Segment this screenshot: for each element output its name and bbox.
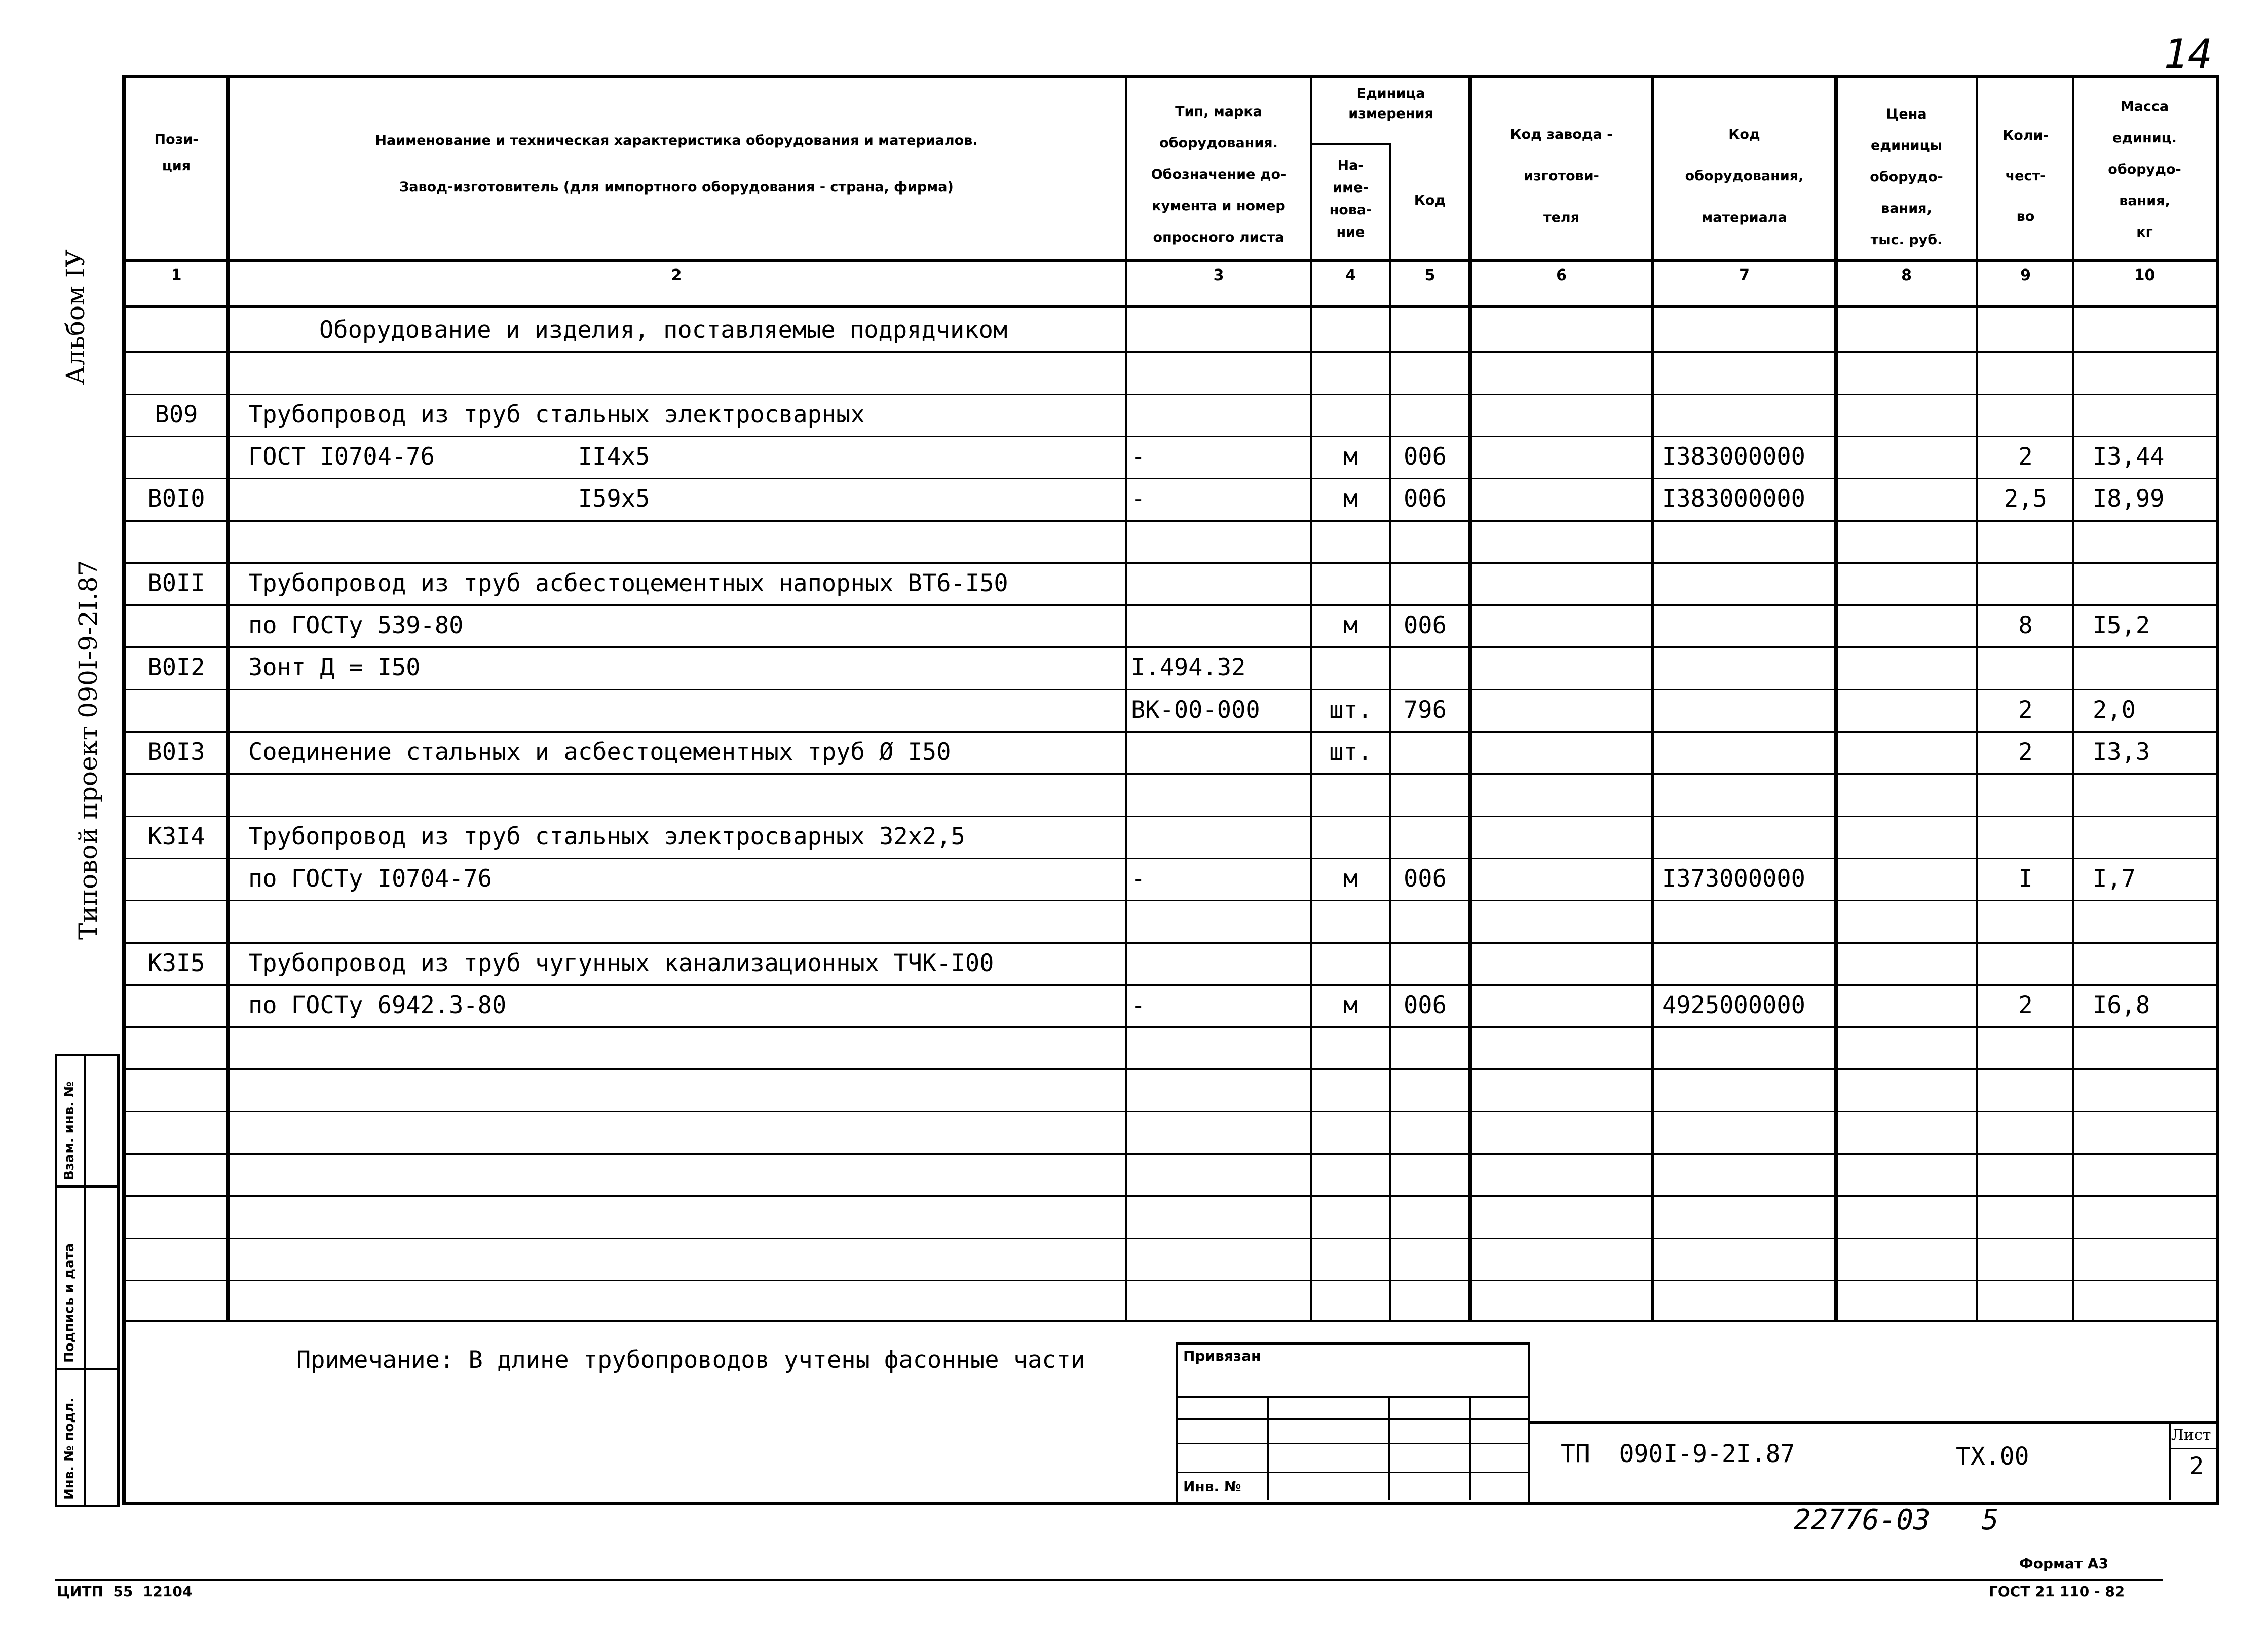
table-frame [122,75,2219,1505]
row-separator [122,1153,2218,1155]
row-separator [122,646,2218,648]
col-number-6: 6 [1556,266,1567,284]
col-header-5: Код [1414,193,1446,208]
row-name: по ГОСТу 6942.3-80 [248,991,507,1019]
row-pos: К3I4 [147,823,205,851]
row-name: Трубопровод из труб чугунных канализационных ТЧК-I00 [248,949,994,977]
unit-group-header: Единица измерения [1348,86,1433,122]
col-number-1: 1 [171,266,182,284]
row-mass: I3,3 [2093,738,2150,766]
row-qty: 2,5 [2004,485,2047,513]
col-number-5: 5 [1424,266,1435,284]
row-separator [122,1280,2218,1281]
row-separator [122,731,2218,733]
row-name: Соединение стальных и асбестоцементных труб Ø I50 [248,738,951,766]
footer-left-code: ЦИТП 55 12104 [57,1583,193,1600]
row-separator [122,900,2218,901]
row-type: - [1131,443,1146,471]
stamp-signature-date: Подпись и дата [62,1243,77,1363]
row-unit: м [1343,611,1358,639]
row-unit: м [1343,485,1358,513]
row-unit: м [1343,865,1358,893]
row-name: Трубопровод из труб стальных электросварных [248,401,865,429]
row-pos: В0I3 [147,738,205,766]
col-header-4: На- име- нова- ние [1329,158,1372,240]
row-qty: 8 [2018,611,2033,639]
row-unit-code: 006 [1404,865,1447,893]
row-qty: 2 [2018,696,2033,724]
row-name: Трубопровод из труб стальных электросварных 32х2,5 [248,823,965,851]
col-header-8: Цена единицы оборудо- вания, тыс. руб. [1870,106,1943,248]
row-pos: В0I0 [147,485,205,513]
col-header-10: Масса единиц. оборудо- вания, кг [2108,99,2181,240]
doc-code: ТП 090I-9-2I.87 [1561,1440,1795,1468]
row-separator [122,984,2218,986]
col-header-9: Коли- чест- во [2002,128,2049,224]
row-type: I.494.32 [1131,654,1246,681]
col-header-2: Наименование и техническая характеристика оборудования и материалов. Завод-изготовитель (для импортного оборудования - страна, фирма) [375,133,978,195]
row-separator [122,689,2218,690]
row-unit-code: 006 [1404,991,1447,1019]
row-mass: I5,2 [2093,611,2150,639]
col-line [226,76,230,1322]
col-number-4: 4 [1345,266,1356,284]
col-header-1: Пози- ция [154,132,199,174]
row-mass: 2,0 [2093,696,2136,724]
row-unit-code: 006 [1404,485,1447,513]
row-separator [122,1238,2218,1239]
row-name: Зонт Д = I50 [248,654,421,681]
row-pos: В09 [155,401,198,429]
gost-label: ГОСТ 21 110 - 82 [1989,1583,2125,1600]
row-unit: шт. [1329,696,1372,724]
col-number-8: 8 [1901,266,1912,284]
col-number-9: 9 [2020,266,2031,284]
row-unit: м [1343,991,1358,1019]
row-mass: I8,99 [2093,485,2165,513]
row-unit: шт. [1329,738,1372,766]
row-type: - [1131,991,1146,1019]
row-mass: I,7 [2093,865,2136,893]
row-separator [122,773,2218,775]
row-type: ВК-00-000 [1131,696,1260,724]
row-type: - [1131,485,1146,513]
row-separator [122,478,2218,479]
col-number-7: 7 [1739,266,1750,284]
row-separator [122,1068,2218,1070]
row-pos: В0I2 [147,654,205,681]
row-separator [122,858,2218,859]
sheet-number: 2 [2189,1452,2204,1480]
row-equip-code: I373000000 [1662,865,1805,893]
side-label-album: Альбом IУ [61,249,90,385]
row-unit-code: 006 [1404,611,1447,639]
note-text: Примечание: В длине трубопроводов учтены фасонные части [296,1346,1085,1374]
row-name: Трубопровод из труб асбестоцементных напорных ВТ6-I50 [248,569,1008,597]
row-name: по ГОСТу I0704-76 [248,865,493,893]
row-name: Оборудование и изделия, поставляемые подрядчиком [319,316,1008,344]
row-unit-code: 796 [1404,696,1447,724]
row-separator [122,1195,2218,1197]
side-label-project: Типовой проект 090I-9-2I.87 [73,560,103,940]
row-name: I59х5 [248,485,650,513]
row-equip-code: 4925000000 [1662,991,1805,1019]
privyazan-label: Привязан [1183,1348,1261,1364]
row-name: ГОСТ I0704-76 II4х5 [248,443,650,471]
format-label: Формат А3 [2019,1555,2108,1572]
row-separator [122,394,2218,395]
inv-no-label: Инв. № [1183,1478,1241,1495]
row-separator [122,604,2218,606]
row-qty: I [2018,865,2033,893]
row-type: - [1131,865,1146,893]
col-number-2: 2 [671,266,682,284]
stamp-inv-vzam: Взам. инв. № [62,1081,77,1180]
row-separator [122,562,2218,564]
row-qty: 2 [2018,991,2033,1019]
row-separator [122,942,2218,944]
row-separator [122,351,2218,353]
row-unit: м [1343,443,1358,471]
row-unit-code: 006 [1404,443,1447,471]
doc-mark: ТХ.00 [1956,1442,2029,1471]
row-equip-code: I383000000 [1662,443,1805,471]
row-mass: I3,44 [2093,443,2165,471]
archive-number: 22776-03 5 [1794,1504,1999,1536]
row-qty: 2 [2018,443,2033,471]
stamp-inv-podl: Инв. № подл. [62,1397,77,1500]
row-name: по ГОСТу 539-80 [248,611,464,639]
row-separator [122,816,2218,817]
col-number-3: 3 [1213,266,1224,284]
row-qty: 2 [2018,738,2033,766]
page-number: 14 [2164,30,2213,78]
row-mass: I6,8 [2093,991,2150,1019]
row-pos: К3I5 [147,949,205,977]
col-header-7: Код оборудования, материала [1685,127,1804,225]
row-equip-code: I383000000 [1662,485,1805,513]
col-header-6: Код завода - изготови- теля [1510,127,1613,225]
row-separator [122,436,2218,437]
col-header-3: Тип, марка оборудования. Обозначение до- кумента и номер опросного листа [1151,104,1287,245]
col-number-10: 10 [2134,266,2156,284]
row-separator [122,520,2218,522]
sheet-label: Лист [2171,1426,2211,1444]
row-pos: В0II [147,569,205,597]
row-separator [122,1111,2218,1112]
row-separator [122,1026,2218,1028]
